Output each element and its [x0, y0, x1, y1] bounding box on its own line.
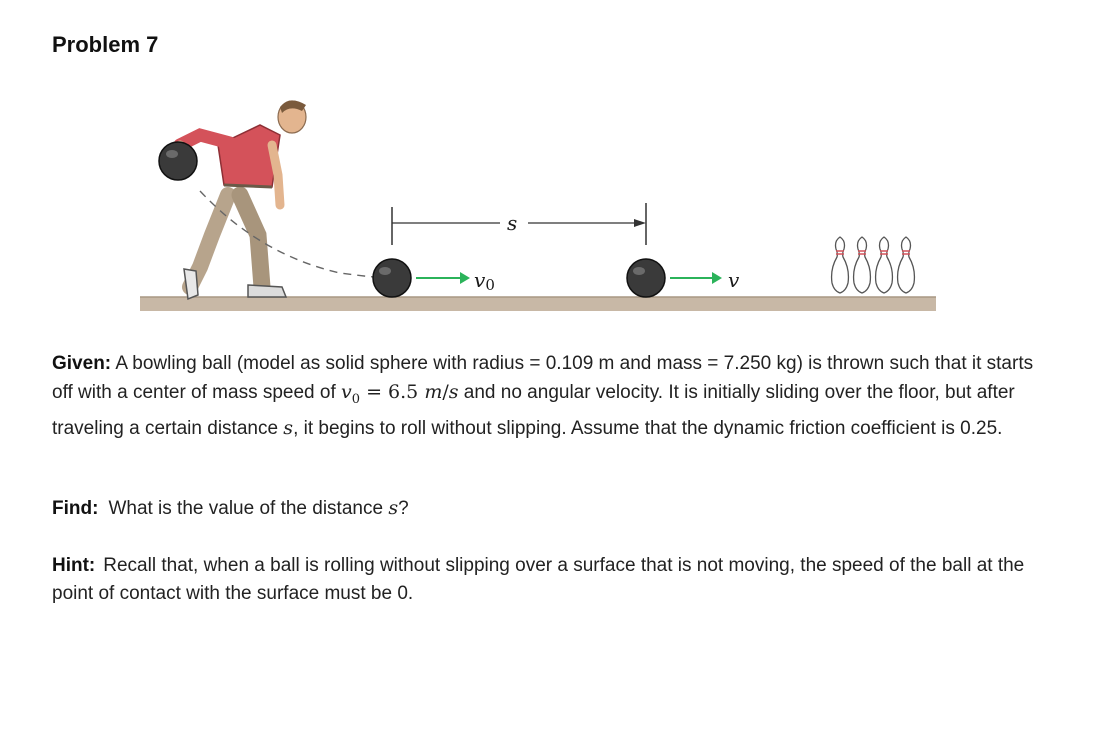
find-label: Find: — [52, 498, 99, 519]
floor — [140, 297, 936, 311]
final-velocity-arrow — [712, 272, 722, 284]
ball-initial — [373, 259, 411, 297]
find-paragraph: Find: What is the value of the distance s? — [52, 497, 409, 519]
distance-arrowhead — [634, 219, 646, 227]
bowling-pins — [832, 237, 915, 293]
initial-velocity-label: v0 — [474, 268, 495, 294]
given-text-3: , it begins to roll without slipping. Assume that the dynamic friction coefficient is 0.25. — [293, 417, 1003, 439]
given-text-2: and no angular velocity. It is initially sliding over the floor, but after traveling a certain distance — [52, 382, 1015, 439]
bowler — [170, 100, 306, 299]
hint-paragraph — [52, 552, 1042, 608]
hint-label: Hint: — [52, 555, 96, 576]
s-symbol: s — [283, 416, 294, 439]
pin — [898, 237, 915, 293]
ball-rolling — [627, 259, 665, 297]
bowling-figure — [140, 95, 940, 330]
pin — [876, 237, 893, 293]
given-paragraph — [52, 350, 1042, 443]
pin — [832, 237, 849, 293]
bowling-diagram — [140, 95, 940, 325]
initial-velocity-arrow — [460, 272, 470, 284]
given-text-1: A bowling ball (model as solid sphere with radius = 0.109 m and mass = 7.250 kg) is thrown such that it starts off with a center of mass speed of — [52, 353, 1034, 403]
hint-text: Recall that, when a ball is rolling without slipping over a surface that is not moving, the speed of the ball at the point of contact with the surface must be 0. — [52, 555, 1025, 604]
pin — [854, 237, 871, 293]
find-text: What is the value of the distance — [108, 498, 384, 519]
distance-label: s — [507, 211, 518, 235]
given-label: Given: — [52, 353, 112, 374]
final-velocity-label: v — [728, 268, 740, 292]
v0-symbol: $v_0 = 6.5$ m/s — [341, 381, 459, 407]
find-s-symbol: s — [388, 497, 399, 519]
problem-title: Problem 7 — [52, 32, 159, 57]
held-ball — [159, 142, 197, 180]
